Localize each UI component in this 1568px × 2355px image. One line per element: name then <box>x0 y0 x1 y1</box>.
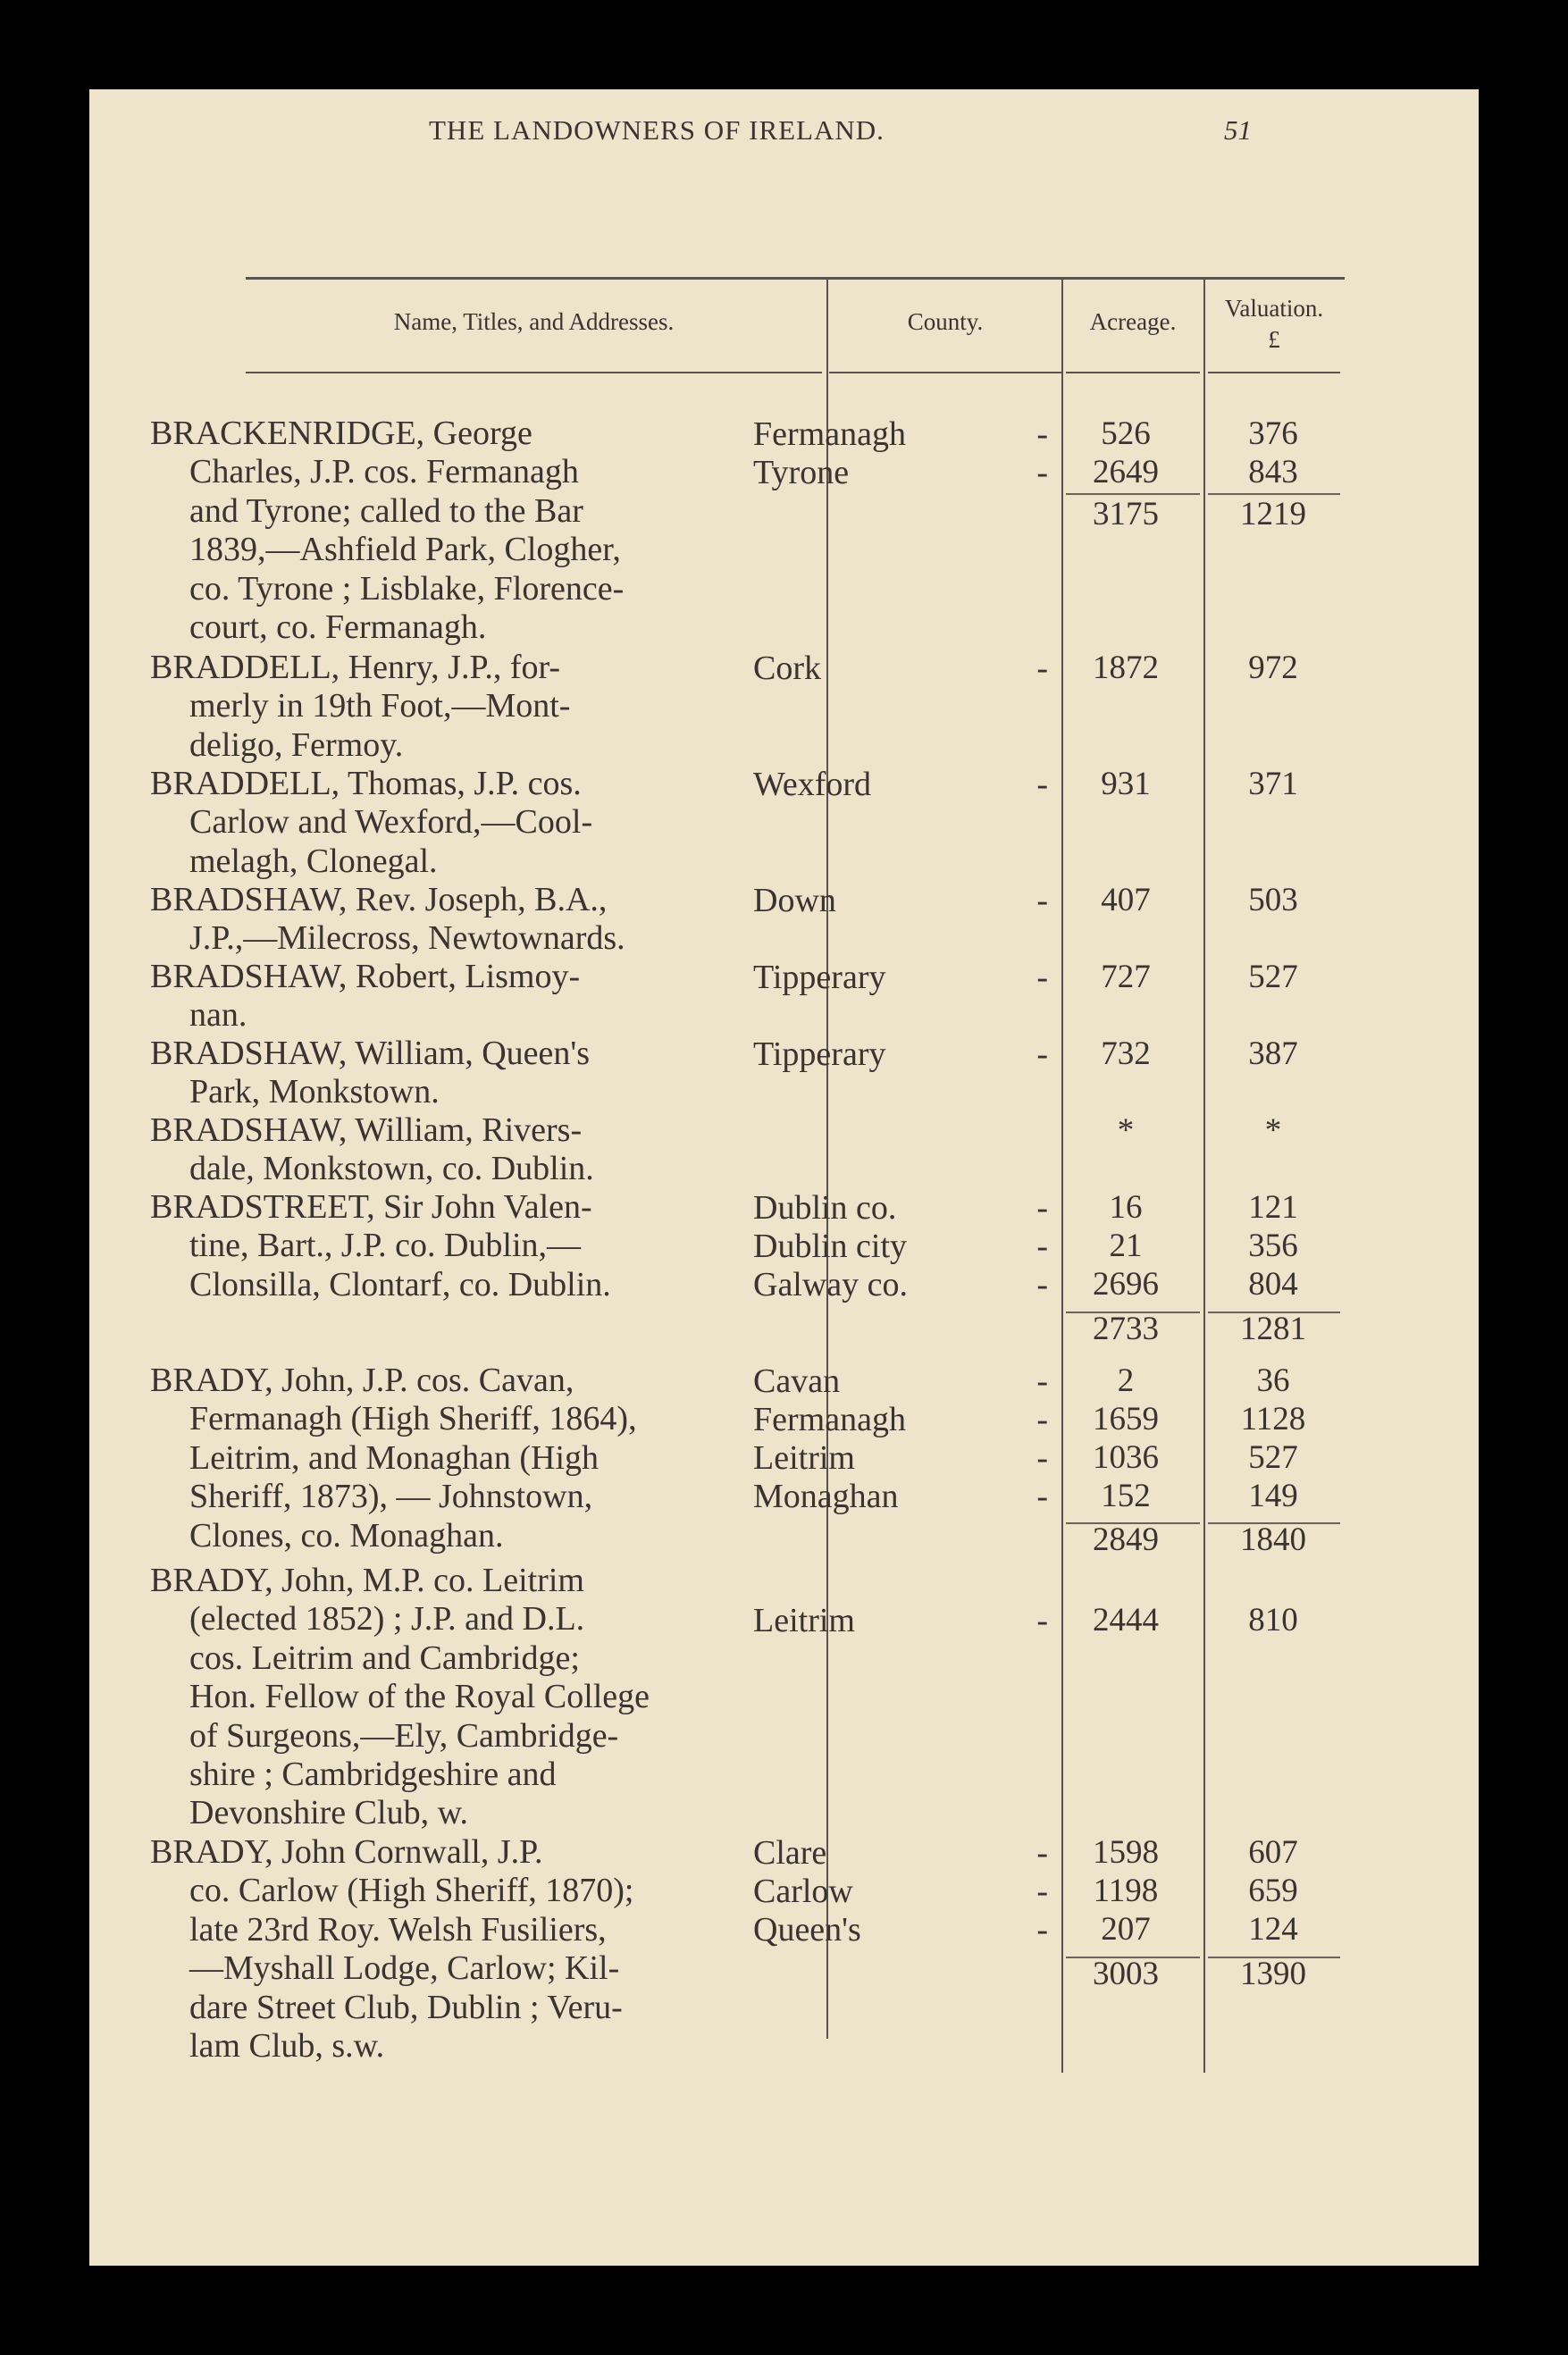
entry-line: of Surgeons,—Ely, Cambridge- <box>189 1716 619 1755</box>
county-cell: Leitrim - <box>753 1602 1048 1639</box>
entry-name-block <box>150 1562 811 1833</box>
valuation-cell: 804 <box>1248 1266 1298 1303</box>
entry-name-block <box>150 881 811 959</box>
county-cell: Wexford - <box>753 766 1048 803</box>
valuation-cell: 527 <box>1248 1439 1298 1476</box>
county-cell: Dublin city - <box>753 1228 1048 1265</box>
acreage-cell: 1598 <box>1093 1834 1159 1871</box>
entry-line: Park, Monkstown. <box>189 1073 440 1111</box>
surname: BRACKENRIDGE, George <box>150 415 532 452</box>
valuation-cell: 149 <box>1248 1478 1298 1514</box>
surname: BRADSTREET, Sir John Valen- <box>150 1188 592 1226</box>
surname: BRADDELL, Thomas, J.P. cos. <box>150 765 582 802</box>
valuation-cell: 607 <box>1248 1834 1298 1871</box>
surname: BRADSHAW, William, Rivers- <box>150 1111 583 1149</box>
entry-name-block <box>150 1833 811 2066</box>
column-header-name: Name, Titles, and Addresses. <box>393 308 675 335</box>
acreage-cell: 727 <box>1101 959 1151 995</box>
county-cell: Cork - <box>753 650 1048 687</box>
valuation-cell: 387 <box>1248 1035 1298 1072</box>
acreage-cell: 1198 <box>1093 1873 1159 1909</box>
valuation-cell: 36 <box>1256 1362 1290 1399</box>
header-rule-acreage <box>1066 372 1200 373</box>
header-rule-county <box>829 372 1061 373</box>
surname: BRADSHAW, William, Queen's <box>150 1035 591 1072</box>
entry-line: —Myshall Lodge, Carlow; Kil- <box>189 1949 620 1988</box>
valuation-cell: 503 <box>1248 882 1298 918</box>
column-header-valuation: Valuation. <box>1224 295 1324 322</box>
surname: BRADSHAW, Robert, Lismoy- <box>150 958 581 995</box>
valuation-cell: 376 <box>1248 415 1298 452</box>
valuation-cell: 810 <box>1248 1602 1298 1638</box>
entry-line: melagh, Clonegal. <box>189 842 438 880</box>
acreage-cell: 2649 <box>1093 454 1159 490</box>
surname: BRADSHAW, Rev. Joseph, B.A., <box>150 881 608 918</box>
entry-line: J.P.,—Milecross, Newtownards. <box>189 919 625 958</box>
valuation-total: 1390 <box>1240 1956 1306 1992</box>
acreage-total: 2733 <box>1093 1311 1159 1347</box>
header-rule-name <box>246 372 822 373</box>
acreage-cell: 1659 <box>1093 1401 1159 1437</box>
surname: BRADDELL, Henry, J.P., for- <box>150 649 561 686</box>
entry-line: merly in 19th Foot,—Mont- <box>189 687 571 725</box>
acreage-cell: 2696 <box>1093 1266 1159 1303</box>
page-number: 51 <box>1224 114 1252 146</box>
county-cell: Down - <box>753 882 1048 919</box>
county-cell: Tyrone - <box>753 454 1048 491</box>
column-header-acreage: Acreage. <box>1089 308 1177 335</box>
entry-line: lam Club, s.w. <box>189 2027 385 2066</box>
entry-line: 1839,—Ashfield Park, Clogher, <box>189 531 621 569</box>
valuation-total: 1219 <box>1240 496 1306 532</box>
entry-name-block <box>150 1035 811 1112</box>
acreage-cell: 931 <box>1101 766 1151 802</box>
county-cell: Fermanagh - <box>753 1401 1048 1438</box>
entry-line: co. Carlow (High Sheriff, 1870); <box>189 1872 634 1910</box>
entry-line: and Tyrone; called to the Bar <box>189 491 583 530</box>
entry-name-block <box>150 649 811 765</box>
valuation-cell: 1128 <box>1240 1401 1306 1437</box>
acreage-cell: 526 <box>1101 415 1151 452</box>
valuation-cell: 121 <box>1248 1189 1298 1226</box>
entry-line: nan. <box>189 996 247 1035</box>
acreage-cell: 2 <box>1117 1362 1135 1399</box>
acreage-cell: 207 <box>1101 1911 1151 1948</box>
valuation-cell: * <box>1264 1112 1282 1149</box>
county-cell: Leitrim - <box>753 1439 1048 1477</box>
entry-line: Charles, J.P. cos. Fermanagh <box>189 453 579 491</box>
acreage-cell: 1036 <box>1093 1439 1159 1476</box>
county-cell: Tipperary - <box>753 1035 1048 1073</box>
entry-line: tine, Bart., J.P. co. Dublin,— <box>189 1227 582 1265</box>
entry-line: late 23rd Roy. Welsh Fusiliers, <box>189 1910 607 1949</box>
column-divider <box>826 279 828 2039</box>
county-cell: Queen's - <box>753 1911 1048 1949</box>
valuation-cell: 371 <box>1248 766 1298 802</box>
entry-line: cos. Leitrim and Cambridge; <box>189 1638 580 1677</box>
surname: BRADY, John, M.P. co. Leitrim <box>150 1562 584 1599</box>
acreage-cell: 732 <box>1101 1035 1151 1072</box>
county-cell: Tipperary - <box>753 959 1048 996</box>
acreage-cell: 1872 <box>1093 650 1159 686</box>
valuation-cell: 843 <box>1248 454 1298 490</box>
entry-line: Sheriff, 1873), — Johnstown, <box>189 1478 593 1516</box>
entry-line: Leitrim, and Monaghan (High <box>189 1438 600 1477</box>
entry-line: Carlow and Wexford,—Cool- <box>189 803 593 842</box>
valuation-cell: 356 <box>1248 1228 1298 1264</box>
county-cell: Clare - <box>753 1834 1048 1872</box>
surname: BRADY, John Cornwall, J.P. <box>150 1833 543 1871</box>
acreage-total: 3003 <box>1093 1956 1159 1992</box>
county-cell: Dublin co. - <box>753 1189 1048 1227</box>
valuation-total: 1281 <box>1240 1311 1306 1347</box>
county-cell: Galway co. - <box>753 1266 1048 1303</box>
surname: BRADY, John, J.P. cos. Cavan, <box>150 1362 574 1399</box>
county-cell: Monaghan - <box>753 1478 1048 1515</box>
table-top-rule <box>246 277 1345 280</box>
entry-name-block <box>150 765 811 881</box>
entry-line: Clones, co. Monaghan. <box>189 1516 504 1555</box>
entry-line: Clonsilla, Clontarf, co. Dublin. <box>189 1265 611 1303</box>
acreage-cell: 21 <box>1109 1228 1143 1264</box>
column-header-county: County. <box>907 308 984 335</box>
entry-name-block <box>150 415 811 647</box>
entry-line: Devonshire Club, w. <box>189 1794 469 1832</box>
acreage-total: 3175 <box>1093 496 1159 532</box>
valuation-total: 1840 <box>1240 1521 1306 1558</box>
entry-name-block <box>150 1111 811 1189</box>
entry-line: shire ; Cambridgeshire and <box>189 1756 557 1794</box>
acreage-cell: * <box>1117 1112 1135 1149</box>
entry-line: co. Tyrone ; Lisblake, Florence- <box>189 569 625 608</box>
county-cell: Carlow - <box>753 1873 1048 1910</box>
valuation-cell: 527 <box>1248 959 1298 995</box>
entry-line: (elected 1852) ; J.P. and D.L. <box>189 1600 585 1638</box>
acreage-total: 2849 <box>1093 1521 1159 1558</box>
acreage-cell: 2444 <box>1093 1602 1159 1638</box>
entry-name-block <box>150 958 811 1035</box>
valuation-cell: 659 <box>1248 1873 1298 1909</box>
entry-line: dare Street Club, Dublin ; Veru- <box>189 1988 623 2026</box>
valuation-cell: 972 <box>1248 650 1298 686</box>
entry-line: dale, Monkstown, co. Dublin. <box>189 1150 594 1188</box>
running-title: THE LANDOWNERS OF IRELAND. <box>429 114 885 146</box>
acreage-cell: 16 <box>1109 1189 1143 1226</box>
acreage-cell: 407 <box>1101 882 1151 918</box>
valuation-cell: 124 <box>1248 1911 1298 1948</box>
column-divider <box>1061 279 1063 2073</box>
county-cell: Fermanagh - <box>753 415 1048 453</box>
entry-name-block <box>150 1362 811 1555</box>
entry-line: Hon. Fellow of the Royal College <box>189 1678 650 1716</box>
acreage-cell: 152 <box>1101 1478 1151 1514</box>
entry-line: Fermanagh (High Sheriff, 1864), <box>189 1400 637 1438</box>
entry-line: court, co. Fermanagh. <box>189 608 487 647</box>
header-rule-valuation <box>1208 372 1340 373</box>
entry-name-block <box>150 1188 811 1304</box>
column-header-currency: £ <box>1268 326 1280 353</box>
column-divider <box>1203 279 1205 2073</box>
entry-line: deligo, Fermoy. <box>189 725 404 764</box>
county-cell: Cavan - <box>753 1362 1048 1400</box>
